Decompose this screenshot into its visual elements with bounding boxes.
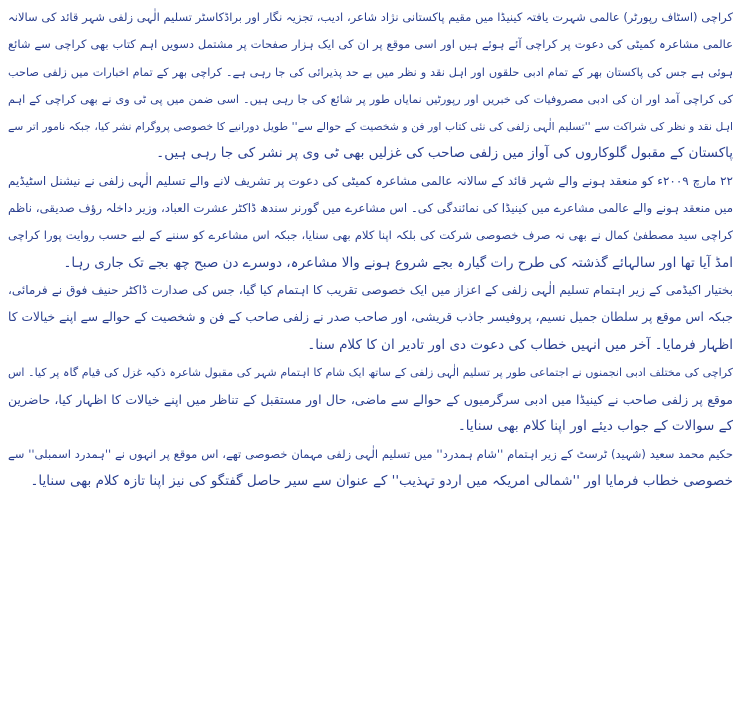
article-line: خصوصی خطاب فرمایا اور ''شمالی امریکہ میں اردو تہذیب'' کے عنوان سے سیر حاصل گفتگو کی نیز اپنا تازہ کلام بھی سنایا۔ — [30, 473, 733, 490]
article-line: کراچی (اسٹاف رپورٹر) عالمی شہرت یافتہ کینیڈا میں مقیم پاکستانی نژاد شاعر، ادیب، تجزیہ نگار اور براڈکاسٹر تسلیم الٰہی زلفی شہر قائد کی سالانہ — [8, 10, 733, 24]
article-line: عالمی مشاعرہ کمیٹی کی دعوت پر کراچی آئے ہوئے ہیں اور اسی موقع پر ان کی ایک ہزار صفحات پر مشتمل دسویں اہم کتاب بھی کراچی سے شائع — [8, 37, 733, 52]
article-paragraph — [8, 168, 733, 277]
article-line: کراچی سید مصطفیٰ کمال نے بھی نہ صرف خصوصی شرکت کی بلکہ اپنا کلام بھی سنایا، جبکہ اس مشاعرے کو سننے کے لیے حسب روایت پورا کراچی — [8, 228, 733, 243]
article-line: حکیم محمد سعید (شہید) ٹرسٹ کے زیر اہتمام ''شام ہمدرد'' میں تسلیم الٰہی زلفی مہمان خصوصی تھے، اس موقع پر انہوں نے ''ہمدرد اسمبلی'' سے — [8, 446, 733, 461]
article-paragraph — [8, 4, 733, 168]
article-line: ہوئی ہے جس کی پاکستان بھر کے تمام ادبی حلقوں اور اہل نقد و نظر میں بے حد پذیرائی کی جا رہی ہے۔ کراچی بھر کے تمام اخبارات میں زلفی صاحب — [8, 65, 733, 79]
article-line: امڈ آیا تھا اور سالہائے گذشتہ کی طرح رات گیارہ بجے شروع ہونے والا مشاعرہ، دوسرے دن صبح چھ بجے تک جاری رہا۔ — [63, 254, 733, 271]
article-line: کی کراچی آمد اور ان کی ادبی مصروفیات کی خبریں اور رپورٹیں نمایاں طور پر شائع کی جا رہی ہیں۔ اسی ضمن میں پی ٹی وی نے بھی کراچی کے اہم — [8, 92, 733, 106]
article-line: ۲۲ مارچ ۲۰۰۹ء کو منعقد ہونے والے شہر قائد کے سالانہ عالمی مشاعرہ کمیٹی کی دعوت پر تشریف لانے والے تسلیم الٰہی زلفی نے نیشنل اسٹیڈیم — [8, 173, 733, 188]
article-line: اظہار فرمایا۔ آخر میں انہیں خطاب کی دعوت دی اور تادیر ان کا کلام سنا۔ — [307, 336, 733, 353]
article-line: اہل نقد و نظر کی شراکت سے ''تسلیم الٰہی زلفی کی نئی کتاب اور فن و شخصیت کے حوالے سے'' طویل دورانیے کا خصوصی پروگرام نشر کیا، جبکہ نامور اتر سے — [8, 120, 733, 134]
article-paragraph — [8, 277, 733, 359]
article-line: موقع پر زلفی صاحب نے کینیڈا میں ادبی سرگرمیوں کے حوالے سے ماضی، حال اور مستقبل کے تناظر میں اپنے خیالات کا اظہار کیا، حاضرین — [8, 392, 733, 408]
article-line: کے سوالات کے جواب دیئے اور اپنا کلام بھی سنایا۔ — [457, 418, 733, 435]
article-line: میں منعقد ہونے والے عالمی مشاعرے میں کینیڈا کی نمائندگی کی۔ اس مشاعرے میں گورنر سندھ ڈاکٹر عشرت العباد، وزیر داخلہ رؤف صدیقی، ناظم — [8, 201, 733, 216]
article-paragraph — [8, 441, 733, 496]
article-line: کراچی کی مختلف ادبی انجمنوں نے اجتماعی طور پر تسلیم الٰہی زلفی کے ساتھ ایک شام کا اہتمام شہر کی مقبول شاعرہ ذکیہ غزل کی قیام گاہ پر کیا۔ اس — [8, 365, 733, 379]
article-line: جبکہ اس موقع پر سلطان جمیل نسیم، پروفیسر جاذب قریشی، اور صاحب صدر نے زلفی صاحب کے فن و شخصیت کے حوالے سے اپنے خیالات کا — [8, 310, 733, 325]
article-line: بختیار اکیڈمی کے زیر اہتمام تسلیم الٰہی زلفی کے اعزاز میں ایک خصوصی تقریب کا اہتمام کیا گیا، جس کی صدارت ڈاکٹر حنیف فوق نے فرمائی، — [8, 282, 733, 297]
article-paragraph — [8, 359, 733, 441]
article-line: پاکستان کے مقبول گلوکاروں کی آواز میں زلفی صاحب کی غزلیں بھی ٹی وی پر نشر کی جا رہی ہیں۔ — [156, 145, 733, 162]
article-body — [8, 4, 733, 495]
